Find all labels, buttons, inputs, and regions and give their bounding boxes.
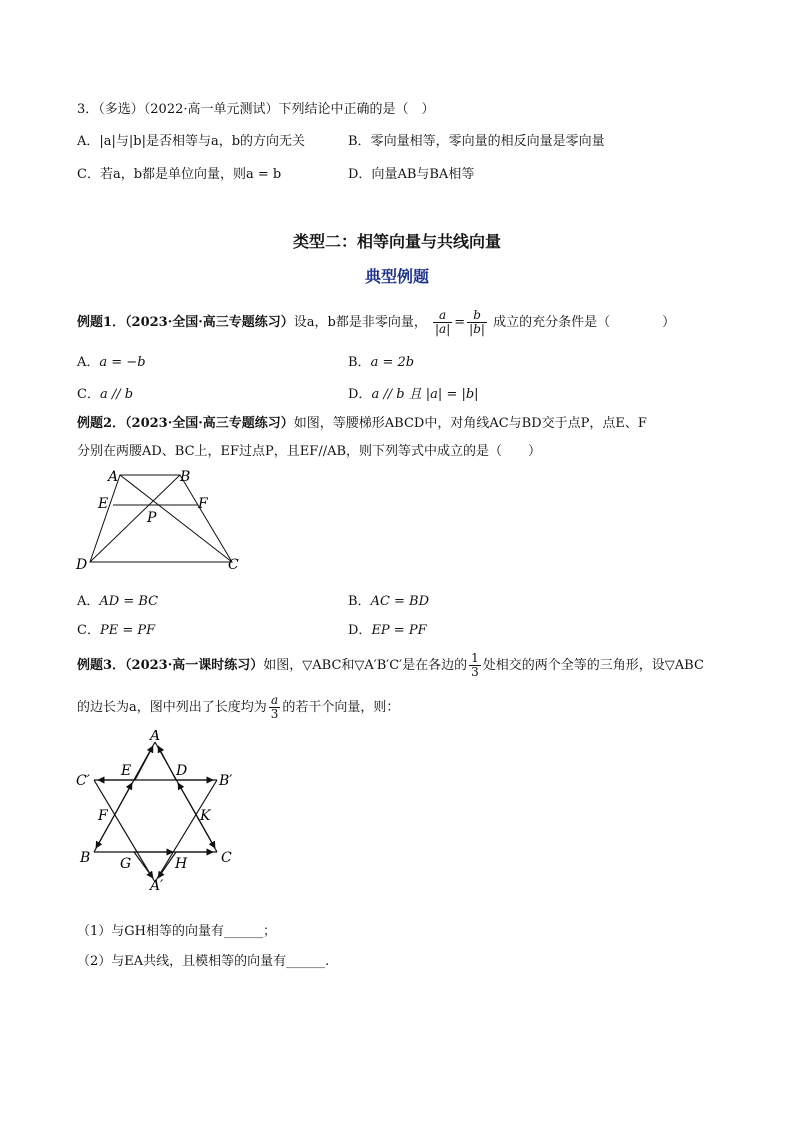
ex3-stem-line1: 例题3．（2023·高一课时练习）如图，▽ABC和▽A′B′C′是在各边的 $\frac{1}{3}$ 处相交的两个全等的三角形，设▽ABC (77, 651, 704, 679)
ex3-sub1: （1）与GH相等的向量有______； (77, 924, 276, 939)
ex2-stem-line1: 例题2．（2023·全国·高三专题练习）如图，等腰梯形ABCD中，对角线AC与BD交于点P，点E、F (77, 416, 647, 431)
vector-da (158, 746, 176, 780)
diagonal-bd (90, 475, 180, 562)
label-C-prime: C′ (76, 773, 90, 789)
ex1-option-a: A．a = −b (77, 355, 146, 370)
label-B: B (80, 850, 91, 866)
section-subtitle: 典型例题 (364, 267, 429, 286)
q3-option-c: C．若a，b都是单位向量，则a = b (77, 167, 282, 182)
ex1-stem: 例题1．（2023·全国·高三专题练习）设a，b都是非零向量， $\frac{a}{|a|}$ = $\frac{b}{|b|}$ 成立的充分条件是（ ） (77, 308, 676, 336)
label-P: P (147, 510, 157, 526)
vector-fe (114, 783, 132, 816)
label-D: D (76, 557, 88, 573)
label-G: G (120, 856, 132, 872)
ex2-option-b: B．AC = BD (348, 594, 430, 609)
ex2-option-c: C．PE = PF (77, 623, 156, 638)
diagonal-ac (120, 475, 232, 562)
hexagram-figure (72, 730, 242, 890)
ex1-option-b: B．a = 2b (348, 355, 415, 370)
vector-ha-prime (158, 852, 176, 878)
trapezoid-outline (90, 475, 232, 562)
label-A: A (108, 469, 119, 485)
label-C: C (228, 557, 239, 573)
ex2-option-a: A．AD = BC (77, 594, 159, 609)
label-F: F (98, 808, 108, 824)
vector-ea (135, 746, 153, 780)
q3-option-d: D．向量AB与BA相等 (348, 167, 475, 182)
ex3-stem-line2: 的边长为a，图中列出了长度均为 $\frac{a}{3}$ 的若干个向量，则： (77, 693, 400, 721)
label-E: E (98, 496, 109, 512)
q3-option-a: A．|a|与|b|是否相等与a，b的方向无关 (77, 134, 306, 149)
vector-kd (178, 783, 197, 816)
q3-option-b: B．零向量相等，零向量的相反向量是零向量 (348, 134, 605, 149)
label-K: K (200, 808, 211, 824)
label-B-prime: B′ (219, 773, 233, 789)
label-C: C (221, 850, 232, 866)
section-title: 类型二：相等向量与共线向量 (292, 232, 501, 251)
ex1-option-c: C．a // b (77, 387, 134, 402)
q3-stem: 3．（多选）（2022·高一单元测试）下列结论中正确的是（ ） (77, 102, 435, 117)
label-H: H (175, 856, 188, 872)
ex1-fraction-expression: $\frac{a}{|a|}$ = $\frac{b}{|b|}$ (435, 308, 485, 336)
label-D: D (176, 763, 188, 779)
label-B: B (180, 469, 191, 485)
ex1-option-d: D．a // b 且 |a| = |b| (348, 387, 479, 402)
label-A: A (150, 730, 161, 744)
label-E: E (121, 763, 132, 779)
vector-ga-prime (134, 852, 153, 878)
label-A-prime: A′ (150, 878, 164, 890)
label-F: F (198, 496, 208, 512)
ex2-option-d: D．EP = PF (348, 623, 427, 638)
ex2-stem-line2: 分别在两腰AD、BC上，EF过点P，且EF//AB，则下列等式中成立的是（ ） (77, 444, 542, 459)
ex3-sub2: （2）与EA共线，且模相等的向量有______. (77, 954, 330, 969)
trapezoid-figure (70, 465, 250, 575)
